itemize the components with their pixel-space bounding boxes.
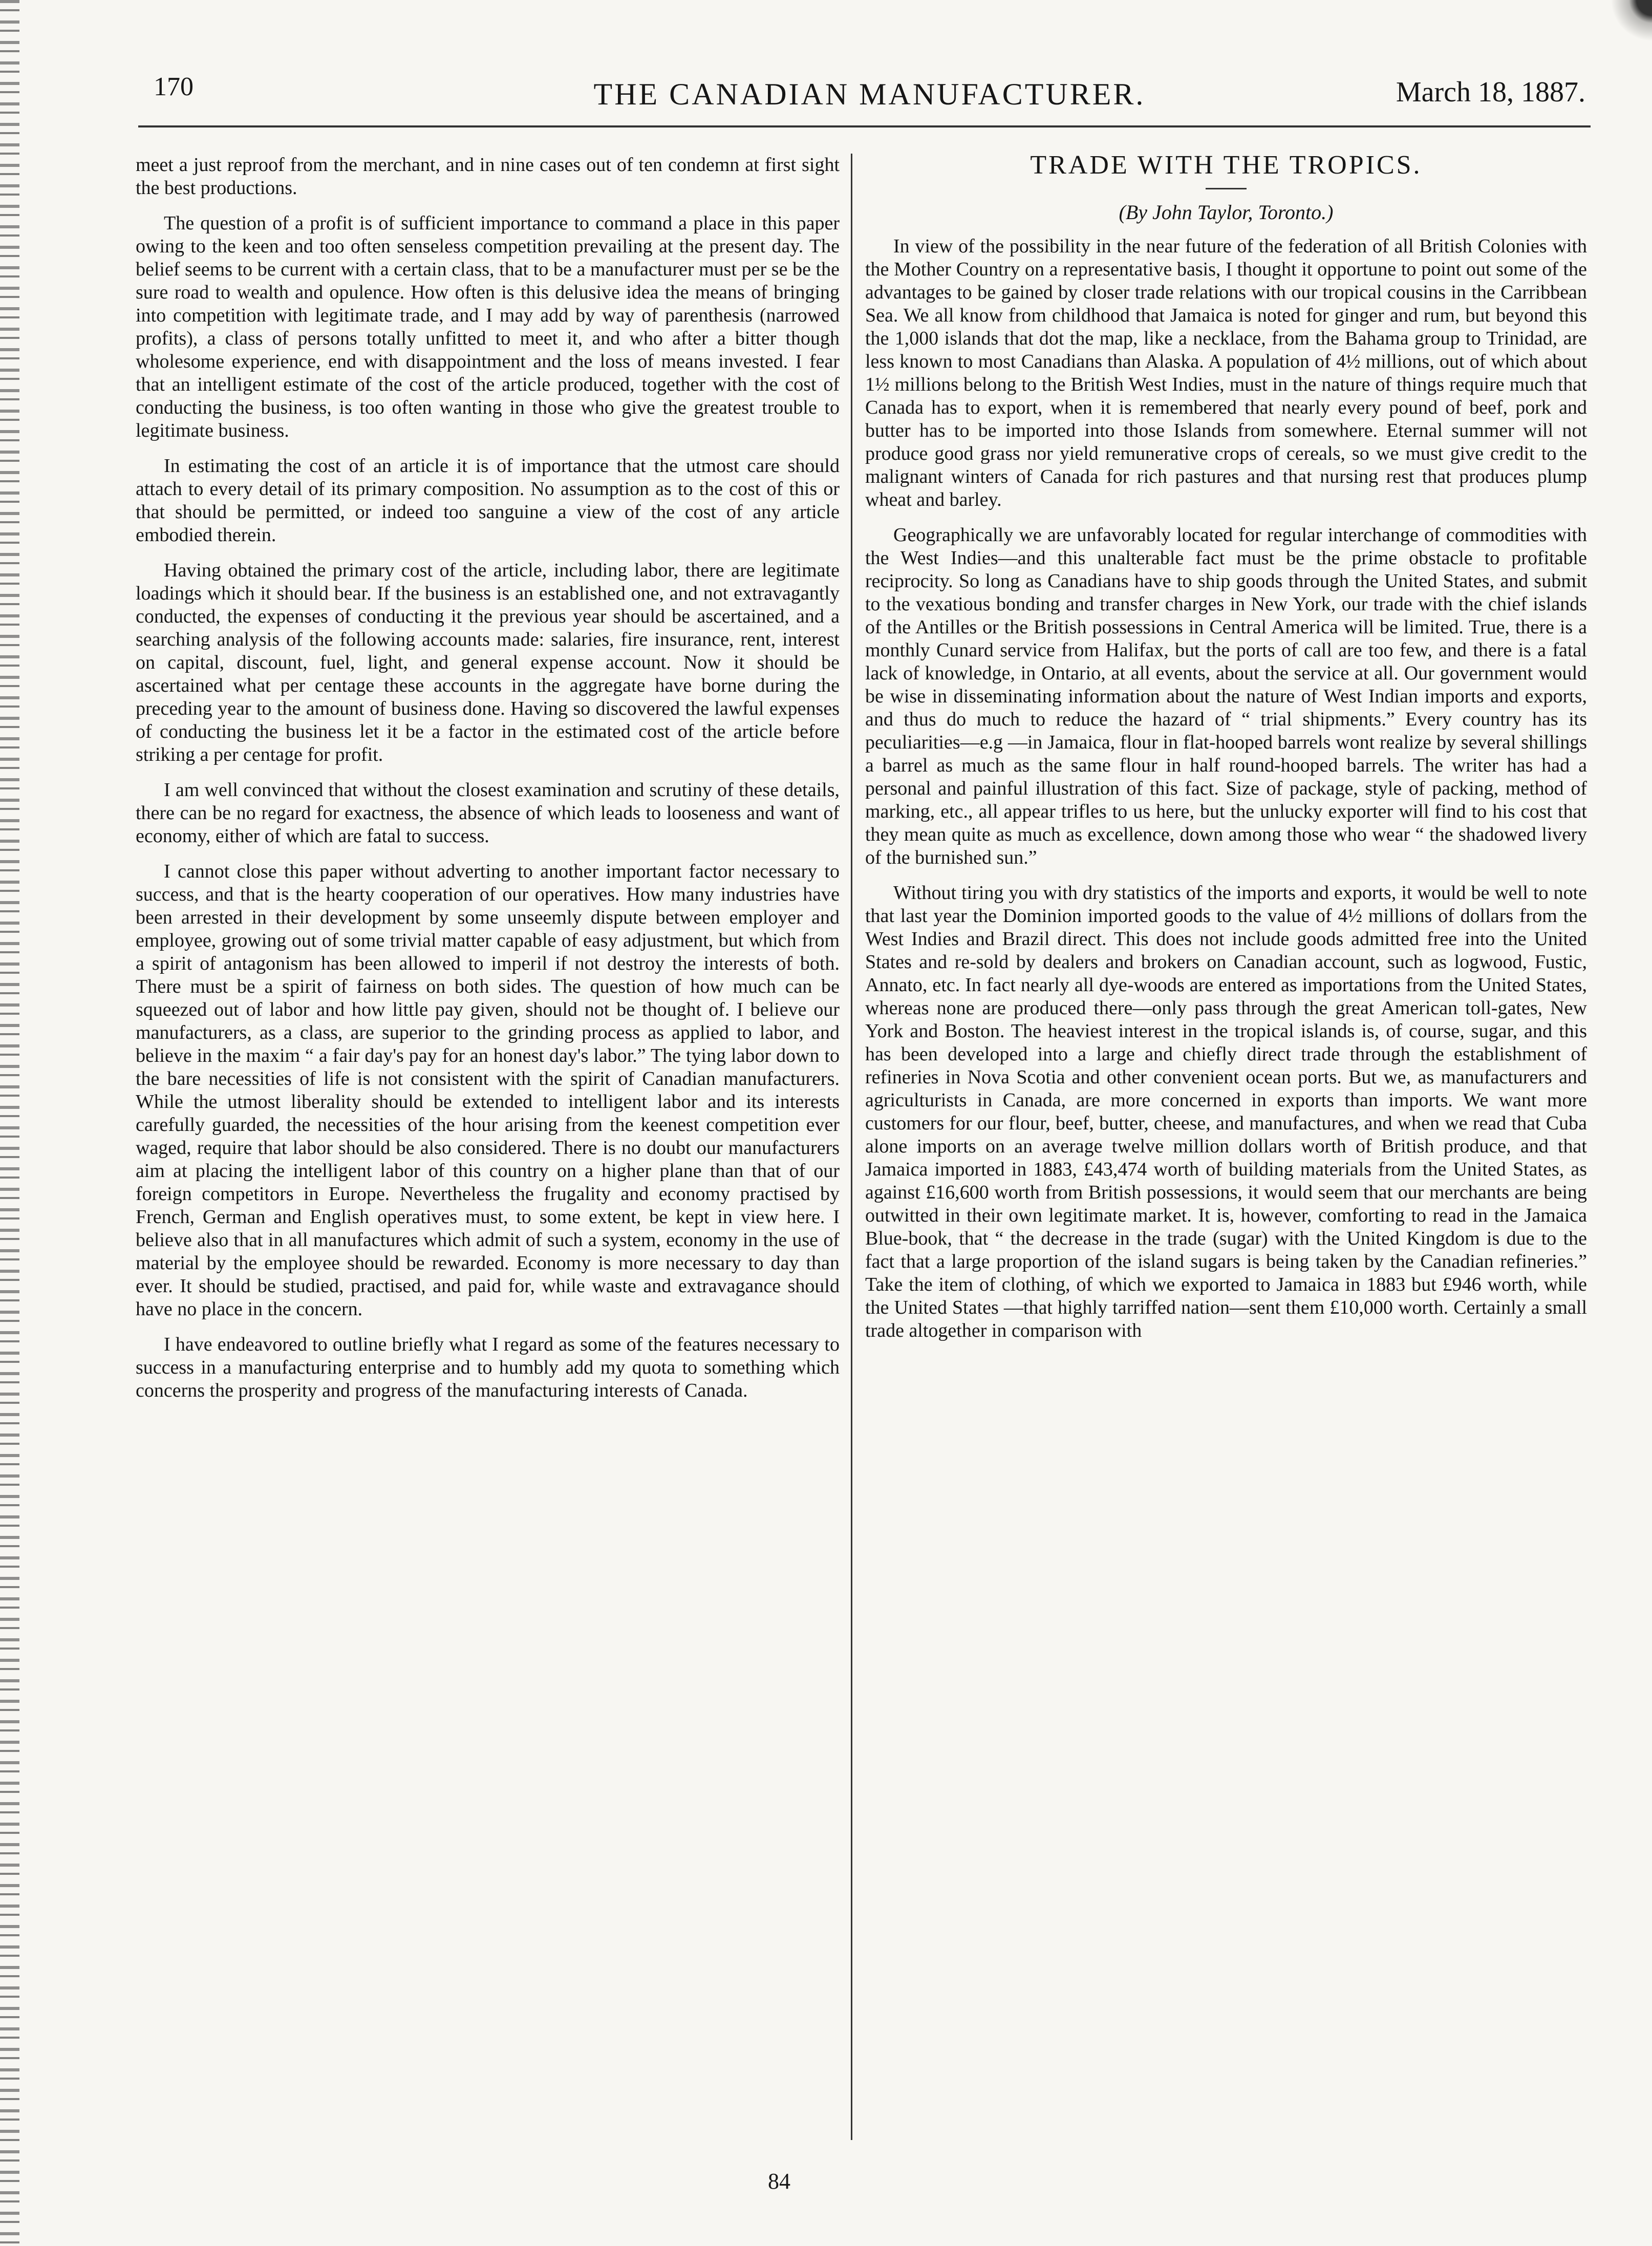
right-column [865,154,1587,2140]
header-rule [138,125,1591,127]
paragraph: In estimating the cost of an article it is of importance that the utmost care should attach to every detail of its primary composition. No assumption as to the cost of this or that should be permitted, or indeed too sanguine a view of the cost of any article embodied therein. [136,455,840,546]
paragraph: I cannot close this paper without adverting to another important factor necessary to success, and that is the hearty cooperation of our operatives. How many industries have been arrested in their development by some unseemly dispute between employer and employee, growing out of some trivial matter capable of easy adjustment, but which from a spirit of antagonism has been allowed to imperil if not destroy the interests of both. There must be a spirit of fairness on both sides. The question of how much can be squeezed out of labor and how little pay given, should not be thought of. I believe our manufacturers, as a class, are superior to the grinding process as applied to labor, and believe in the maxim “ a fair day's pay for an honest day's labor.” The tying labor down to the bare necessities of life is not consistent with the spirit of Canadian manufacturers. While the utmost liberality should be extended to intelligent labor and its interests carefully guarded, the necessities of the hour arising from the keenest competition ever waged, require that labor should be also considered. There is no doubt our manufacturers aim at placing the intelligent labor of this country on a higher plane than that of our foreign competitors in Europe. Nevertheless the frugality and economy practised by French, German and English operatives must, to some extent, be kept in view here. I believe also that in all manufactures which admit of such a system, economy in the use of material by the employee should be rewarded. Economy is more necessary to day than ever. It should be studied, practised, and paid for, while waste and extravagance should have no place in the concern. [136,861,840,1320]
paragraph: Having obtained the primary cost of the article, including labor, there are legitimate loadings which it should bear. If the business is an established one, and not extravagantly conducted, the expenses of conducting it the previous year should be ascertained, and a searching analysis of the following accounts made: salaries, fire insurance, rent, interest on capital, discount, fuel, light, and general expense account. Now it should be ascertained what per centage these accounts in the aggregate have borne during the preceding year to the amount of business done. Having so discovered the lawful expenses of conducting the business let it be a factor in the estimated cost of the article before striking a per centage for profit. [136,560,840,765]
paragraph: Geographically we are unfavorably located for regular interchange of commodities with the West Indies—and this unalterable fact must be the prime obstacle to profitable reciprocity. So long as Canadians have to ship goods through the United States, and submit to the vexatious bonding and transfer charges in New York, our trade with the chief islands of the Antilles or the British possessions in Central America will be limited. True, there is a monthly Cunard service from Halifax, but the ports of call are too few, and there is a fatal lack of knowledge, in Ontario, at all events, about the service at all. Our government would be wise in disseminating information about the nature of West Indian imports and exports, and thus do much to reduce the hazard of “ trial shipments.” Every country has its peculiarities—e.g —in Jamaica, flour in flat-hooped barrels wont realize by several shillings a barrel as much as the same flour in half round-hooped barrels. The writer has had a personal and painful illustration of this fact. Size of package, style of packing, method of marking, etc., all appear trifles to us here, but the unlucky exporter will find to his cost that they mean quite as much as excellence, down among those who wear “ the shadowed livery of the burnished sun.” [865,524,1587,868]
journal-title: THE CANADIAN MANUFACTURER. [593,77,1146,111]
title-dash [1206,188,1247,189]
page-number: 170 [154,72,194,101]
binding-edge [0,0,19,2246]
paragraph: I have endeavored to outline briefly what I regard as some of the features necessary to success in a manufacturing enterprise and to humbly add my quota to something which concerns the prosperity and progress of the manufacturing interests of Canada. [136,1334,840,1401]
paragraph: The question of a profit is of sufficient importance to command a place in this paper owing to the keen and too often senseless competition prevailing at the present day. The belief seems to be current with a certain class, that to be a manufacturer must per se be the sure road to wealth and opulence. How often is this delusive idea the means of bringing into competition with legitimate trade, and I may add by way of parenthesis (narrowed profits), a class of persons totally unfitted to meet it, and who after a bitter though wholesome experience, end with disappointment and the loss of means invested. I fear that an intelligent estimate of the cost of the article produced, together with the cost of conducting the business, is too often wanting in those who give the greatest trouble to legitimate business. [136,212,840,441]
paragraph: meet a just reproof from the merchant, and in nine cases out of ten condemn at first sight the best productions. [136,154,840,199]
article-byline: (By John Taylor, Toronto.) [1119,201,1334,224]
article-title: TRADE WITH THE TROPICS. [1030,154,1422,180]
corner-smudge [1585,0,1652,46]
issue-date: March 18, 1887. [1396,76,1585,108]
page-header [154,72,1585,113]
paragraph: I am well convinced that without the closest examination and scrutiny of these details, there can be no regard for exactness, the absence of which leads to looseness and want of economy, either of which are fatal to success. [136,779,840,847]
paragraph: Without tiring you with dry statistics of the imports and exports, it would be well to note that last year the Dominion imported goods to the value of 4½ millions of dollars from the West Indies and Brazil direct. This does not include goods admitted free into the United States and re-sold by dealers and brokers on Canadian account, such as logwood, Fustic, Annato, etc. In fact nearly all dye-woods are entered as importations from the United States, whereas none are produced there—only pass through the great American toll-gates, New York and Boston. The heaviest interest in the tropical islands is, of course, sugar, and this has been developed into a large and chiefly direct trade through the establishment of refineries in Nova Scotia and other convenient ocean ports. But we, as manufacturers and agriculturists in Canada, are more concerned in exports than imports. We want more customers for our flour, beef, butter, cheese, and manufactures, and when we read that Cuba alone imports on an average twelve million dollars worth of British produce, and that Jamaica imported in 1883, £43,474 worth of building materials from the United States, as against £16,600 worth from British possessions, it would seem that our merchants are being outwitted in their own legitimate market. It is, however, comforting to read in the Jamaica Blue-book, that “ the decrease in the trade (sugar) with the United Kingdom is due to the fact that a large proportion of the island sugars is being taken by the Canadian refineries.” Take the item of clothing, of which we exported to Jamaica in 1883 but £946 worth, while the United States —that highly tarriffed nation—sent them £10,000 worth. Certainly a small trade altogether in comparison with [865,882,1587,1341]
column-divider [851,154,852,2140]
sheet-number: 84 [768,2169,790,2194]
left-column [136,154,840,2140]
paragraph: In view of the possibility in the near future of the federation of all British Colonies with the Mother Country on a representative basis, I thought it opportune to point out some of the advantages to be gained by closer trade relations with our tropical cousins in the Carribbean Sea. We all know from childhood that Jamaica is noted for ginger and rum, but beyond this the 1,000 islands that dot the map, like a necklace, from the Bahama group to Trinidad, are less known to most Canadians than Alaska. A population of 4½ millions, out of which about 1½ millions belong to the British West Indies, must in the nature of things require much that Canada has to export, when it is remembered that nearly every pound of beef, pork and butter has to be imported into those Islands from somewhere. Eternal summer will not produce good grass nor yield remunerative crops of cereals, so we must give credit to the malignant winters of Canada for rich pastures and that nursing rest that produces plump wheat and barley. [865,236,1587,510]
